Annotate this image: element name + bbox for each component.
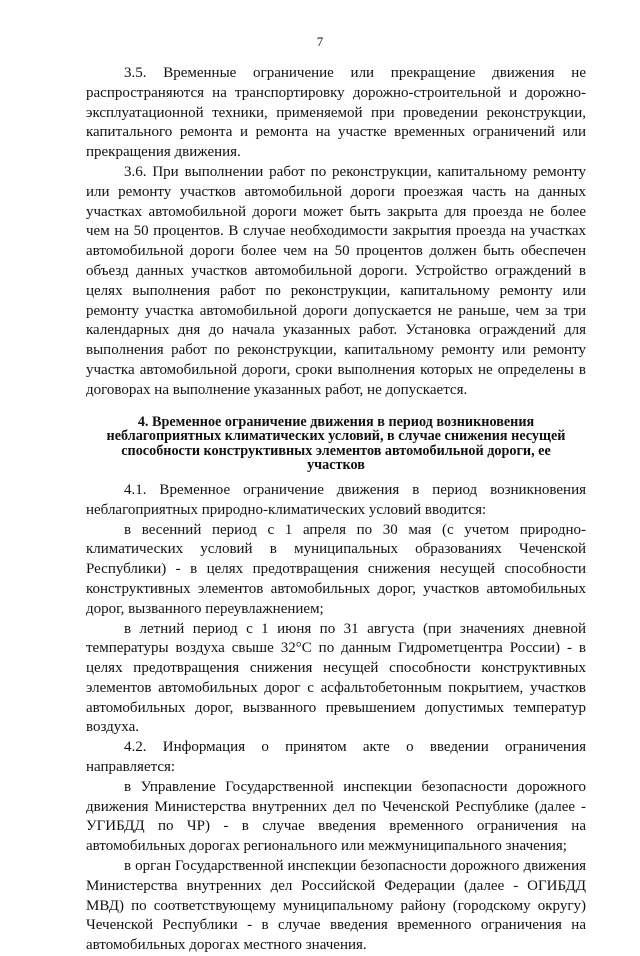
paragraph-3-6: 3.6. При выполнении работ по реконструкции, капитальному ремонту или ремонту участков автомобильной дороги проезжая часть на данных участках автомобильной дороги может быть закрыта для проезда не более чем на 50 процентов. В случае необходимости закрытия проезда на участках автомобильной дороги более чем на 50 процентов должен быть обеспечен объезд данных участков автомобильной дороги. Устройство ограждений в целях выполнения работ по реконструкции, капитальному ремонту или ремонту участка автомобильной дороги допускается не раньше, чем за три календарных дня до начала указанных работ. Установка ограждений для выполнения работ по реконструкции, капитальному ремонту или ремонту участка автомобильной дороги, сроки выполнения которых не определены в договорах на выполнение указанных работ, не допускается.	[86, 163, 586, 398]
paragraph-4-2: 4.2. Информация о принятом акте о введении ограничения направляется:	[86, 739, 586, 776]
list-item-spring-period: в весенний период с 1 апреля по 30 мая (с учетом природно-климатических условий в муниципальных образованиях Чеченской Республики) - в целях предотвращения снижения несущей способности конструктивных элементов автомобильных дорог, участков автомобильных дорог, вызванного переувлажнением;	[86, 521, 586, 617]
paragraph-4-1: 4.1. Временное ограничение движения в период возникновения неблагоприятных природно-климатических условий вводится:	[86, 481, 586, 518]
document-body	[86, 64, 586, 956]
page-number: 7	[316, 34, 324, 49]
section-heading-4: 4. Временное ограничение движения в период возникновения неблагоприятных климатических условий, в случае снижения несущей способности конструктивных элементов автомобильной дороги, ее участков	[106, 413, 566, 474]
list-item-ugibdd: в Управление Государственной инспекции безопасности дорожного движения Министерства внутренних дел по Чеченской Республике (далее - УГИБДД по ЧР) - в случае введения временного ограничения на автомобильных дорогах регионального или межмуниципального значения;	[86, 778, 586, 855]
list-item-ogibdd: в орган Государственной инспекции безопасности дорожного движения Министерства внутренних дел Российской Федерации (далее - ОГИБДД МВД) по соответствующему муниципальному району (городскому округу) Чеченской Республики - в случае введения временного ограничения на автомобильных дорогах местного значения.	[86, 858, 586, 954]
paragraph-3-5: 3.5. Временные ограничение или прекращение движения не распространяются на транспортировку дорожно-строительной и дорожно-эксплуатационной техники, применяемой при проведении реконструкции, капитального ремонта и ремонта на участке временных ограничений или прекращения движения.	[86, 65, 586, 161]
list-item-summer-period: в летний период с 1 июня по 31 августа (при значениях дневной температуры воздуха свыше 32°С по данным Гидрометцентра России) - в целях предотвращения снижения несущей способности конструктивных элементов автомобильных дорог с асфальтобетонным покрытием, участков автомобильных дорог, вызванного превышением допустимых температур воздуха.	[86, 620, 586, 736]
